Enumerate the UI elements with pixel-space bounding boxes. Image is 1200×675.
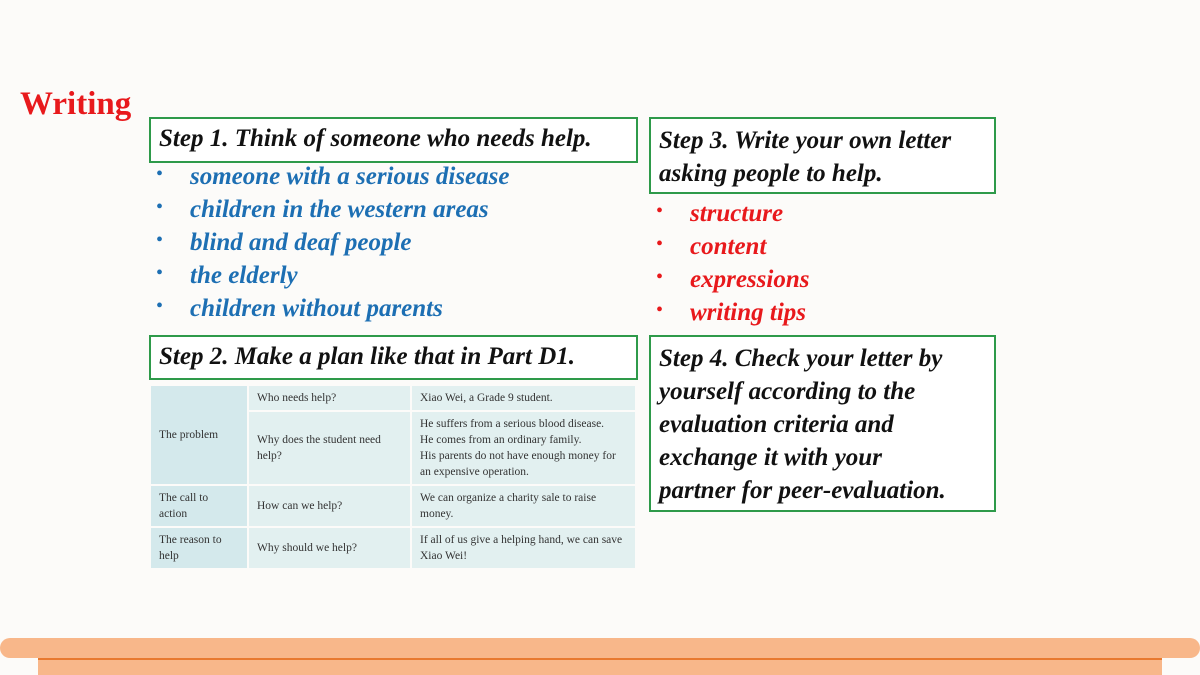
step4-line: evaluation criteria and xyxy=(659,411,894,438)
page-title: Writing xyxy=(20,86,132,122)
step1-box xyxy=(149,117,638,163)
bullet-icon: • xyxy=(156,262,164,284)
table-cell: If all of us give a helping hand, we can save Xiao Wei! xyxy=(412,528,635,568)
table-row xyxy=(151,528,635,568)
table-row xyxy=(151,386,635,410)
step3-heading-line1: Step 3. Write your own letter xyxy=(659,127,952,154)
bullet-icon: • xyxy=(156,229,164,251)
plan-table xyxy=(149,384,637,570)
table-cell: Xiao Wei, a Grade 9 student. xyxy=(412,386,635,410)
list-item: • writing tips xyxy=(656,299,807,326)
step2-heading: Step 2. Make a plan like that in Part D1. xyxy=(159,343,576,370)
bullet-icon: • xyxy=(156,163,164,185)
decorative-bar xyxy=(0,638,1200,658)
table-cell: The call to action xyxy=(151,486,247,526)
step4-line: Step 4. Check your letter by xyxy=(659,345,943,372)
table-cell: Who needs help? xyxy=(249,386,410,410)
bullet-icon: • xyxy=(656,266,664,288)
bullet-icon: • xyxy=(656,233,664,255)
bullet-icon: • xyxy=(156,196,164,218)
bullet-icon: • xyxy=(156,295,164,317)
step3-box xyxy=(649,117,996,194)
step4-line: yourself according to the xyxy=(659,378,916,405)
bullet-icon: • xyxy=(656,299,664,321)
table-cell: Why should we help? xyxy=(249,528,410,568)
table-cell: We can organize a charity sale to raise money. xyxy=(412,486,635,526)
decorative-bar-base xyxy=(38,659,1162,675)
list-item: • the elderly xyxy=(156,262,298,289)
divider xyxy=(38,658,1162,660)
list-item: • blind and deaf people xyxy=(156,229,412,256)
list-item: • children in the western areas xyxy=(156,196,489,223)
step3-list xyxy=(656,200,809,332)
step2-box xyxy=(149,335,638,380)
table-cell: How can we help? xyxy=(249,486,410,526)
bullet-icon: • xyxy=(656,200,664,222)
table-cell: He suffers from a serious blood disease. He comes from an ordinary family. His parents do not have enough money for an expensive operation. xyxy=(412,412,635,484)
step4-box xyxy=(649,335,996,512)
list-item: • content xyxy=(656,233,767,260)
table-cell: The reason to help xyxy=(151,528,247,568)
step4-line: exchange it with your xyxy=(659,444,882,471)
table-row xyxy=(151,486,635,526)
step4-line: partner for peer-evaluation. xyxy=(659,477,946,504)
step1-heading: Step 1. Think of someone who needs help. xyxy=(159,125,592,152)
list-item: • someone with a serious disease xyxy=(156,163,510,190)
list-item: • structure xyxy=(656,200,784,227)
table-cell: Why does the student need help? xyxy=(249,412,410,484)
step1-list xyxy=(156,163,509,328)
list-item: • expressions xyxy=(656,266,810,293)
list-item: • children without parents xyxy=(156,295,443,322)
step3-heading-line2: asking people to help. xyxy=(659,160,883,187)
table-cell: The problem xyxy=(151,386,247,484)
